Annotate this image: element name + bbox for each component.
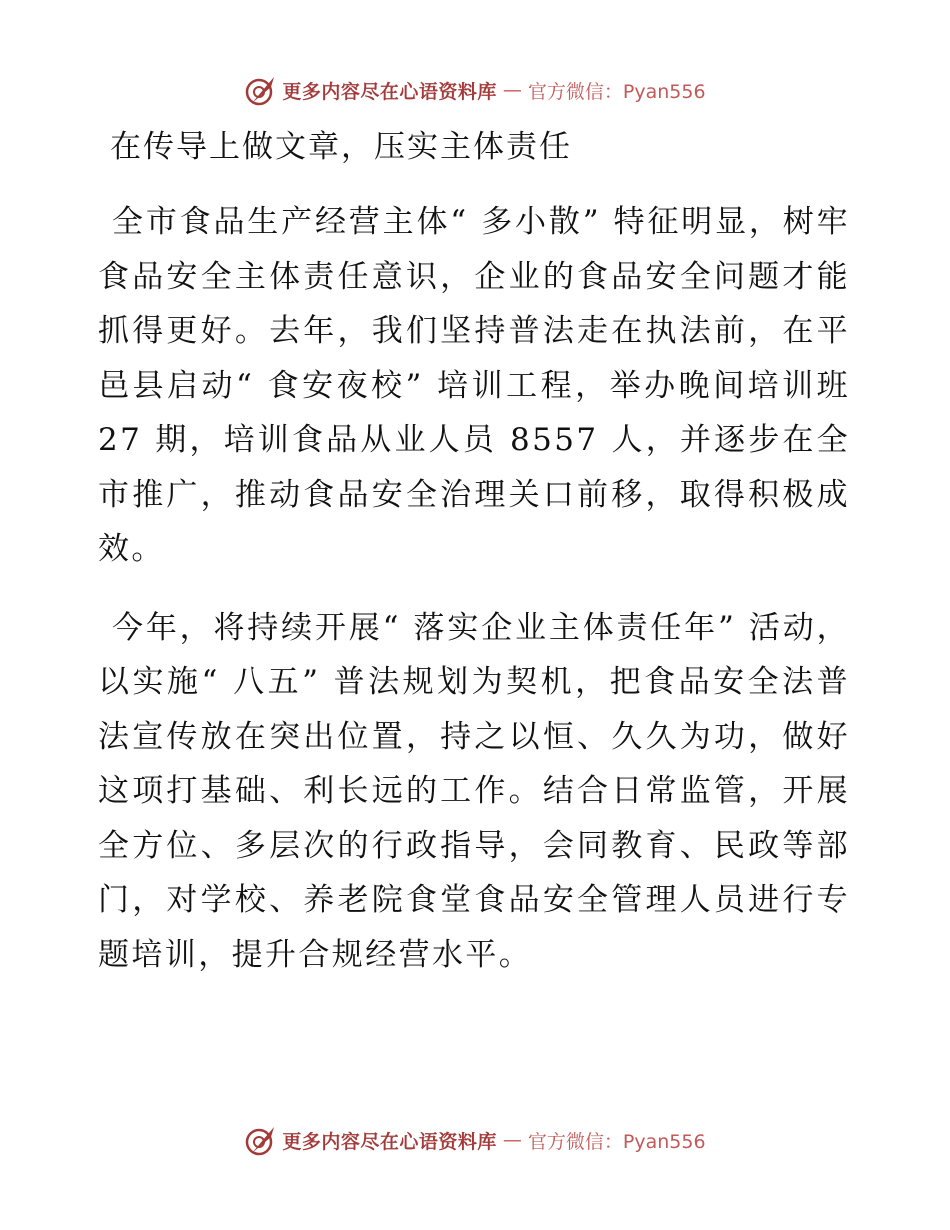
watermark-brand: 更多内容尽在心语资料库 (282, 1130, 497, 1153)
paragraph-2: 今年，将持续开展“ 落实企业主体责任年” 活动，以实施“ 八五” 普法规划为契机，把食品安全法普法宣传放在突出位置，持之以恒、久久为功，做好这项打基础、利长远的工作。结合日常监管，开展全方位、多层次的行政指导，会同教育、民政等部门，对学校、养老院食堂食品安全管理人员进行专题培训，提升合规经营水平。 (98, 609, 850, 973)
paragraph-1: 全市食品生产经营主体“ 多小散” 特征明显，树牢食品安全主体责任意识，企业的食品安全问题才能抓得更好。去年，我们坚持普法走在执法前，在平邑县启动“ 食安夜校” 培训工程，举办晚间培训班 27 期，培训食品从业人员 8557 人，并逐步在全市推广，推动食品安全治理关口前移，取得积极成效。 (98, 204, 850, 567)
watermark-wechat: 官方微信：Pyan556 (527, 1130, 706, 1153)
quill-pen-logo-icon (244, 1123, 278, 1157)
watermark-separator: — (502, 1129, 522, 1151)
watermark-separator: — (502, 79, 522, 101)
document-body (98, 125, 850, 1006)
footer-watermark (0, 1122, 950, 1158)
header-watermark (0, 72, 950, 108)
watermark-brand: 更多内容尽在心语资料库 (282, 80, 497, 103)
section-heading: 在传导上做文章，压实主体责任 (110, 129, 572, 165)
watermark-wechat: 官方微信：Pyan556 (527, 80, 706, 103)
quill-pen-logo-icon (244, 73, 278, 107)
